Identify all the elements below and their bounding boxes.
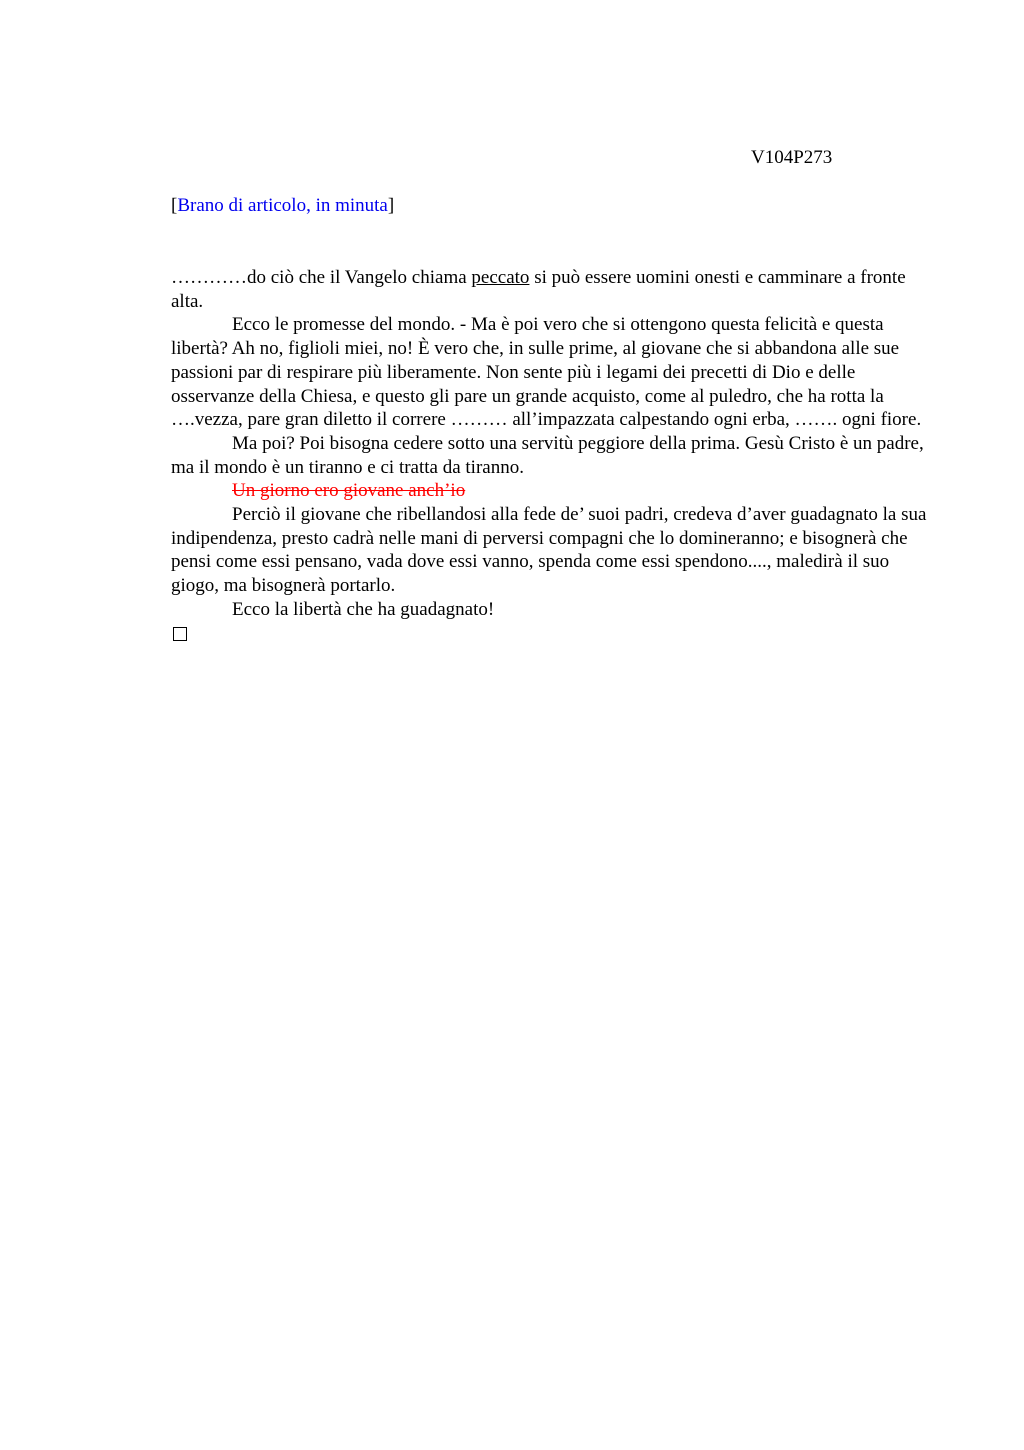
paragraph-5: Perciò il giovane che ribellandosi alla fede de’ suoi padri, credeva d’aver guadagnato la sua indipendenza, presto cadrà nelle mani di perversi compagni che lo domineranno; e bisognerà che pensi come essi pensano, vada dove essi vanno, spenda come essi spendono...., maledirà il suo giogo, ma bisognerà portarlo. [171,504,927,597]
checkbox-icon [173,627,187,641]
paragraph-3: Ma poi? Poi bisogna cedere sotto una servitù peggiore della prima. Gesù Cristo è un padre, ma il mondo è un tiranno e ci tratta da tiranno. [171,432,924,478]
heading [171,194,394,218]
underlined-word: peccato [471,267,530,288]
struck-text: Un giorno ero giovane anch’io [232,480,466,502]
paragraph-1 [171,266,931,313]
heading-close-bracket: ] [387,195,395,216]
paragraph-2: Ecco le promesse del mondo. - Ma è poi vero che si ottengono questa felicità e questa libertà? Ah no, figlioli miei, no! È vero che, in sulle prime, al giovane che si abbandona alle sue passioni par di respirare più liberamente. Non sente più i legami dei precetti di Dio e delle osservanze della Chiesa, e questo gli pare un grande acquisto, come al puledro, che ha rotta la ….vezza, pare gran diletto il correre ……… all’impazzata calpestando ogni erba, ……. ogni fiore. [171,314,922,431]
article-body [171,266,931,641]
heading-open-bracket: [ [171,195,178,216]
struck-line [171,479,931,503]
paragraph-6: Ecco la libertà che ha guadagnato! [232,598,495,620]
heading-label: Brano di articolo, in minuta [177,195,388,216]
page-id: V104P273 [751,147,833,168]
paragraph-1-end: si può essere uomini onesti e camminare a fronte alta. [171,267,906,312]
paragraph-1-start: …………do ciò che il Vangelo chiama [171,267,472,288]
